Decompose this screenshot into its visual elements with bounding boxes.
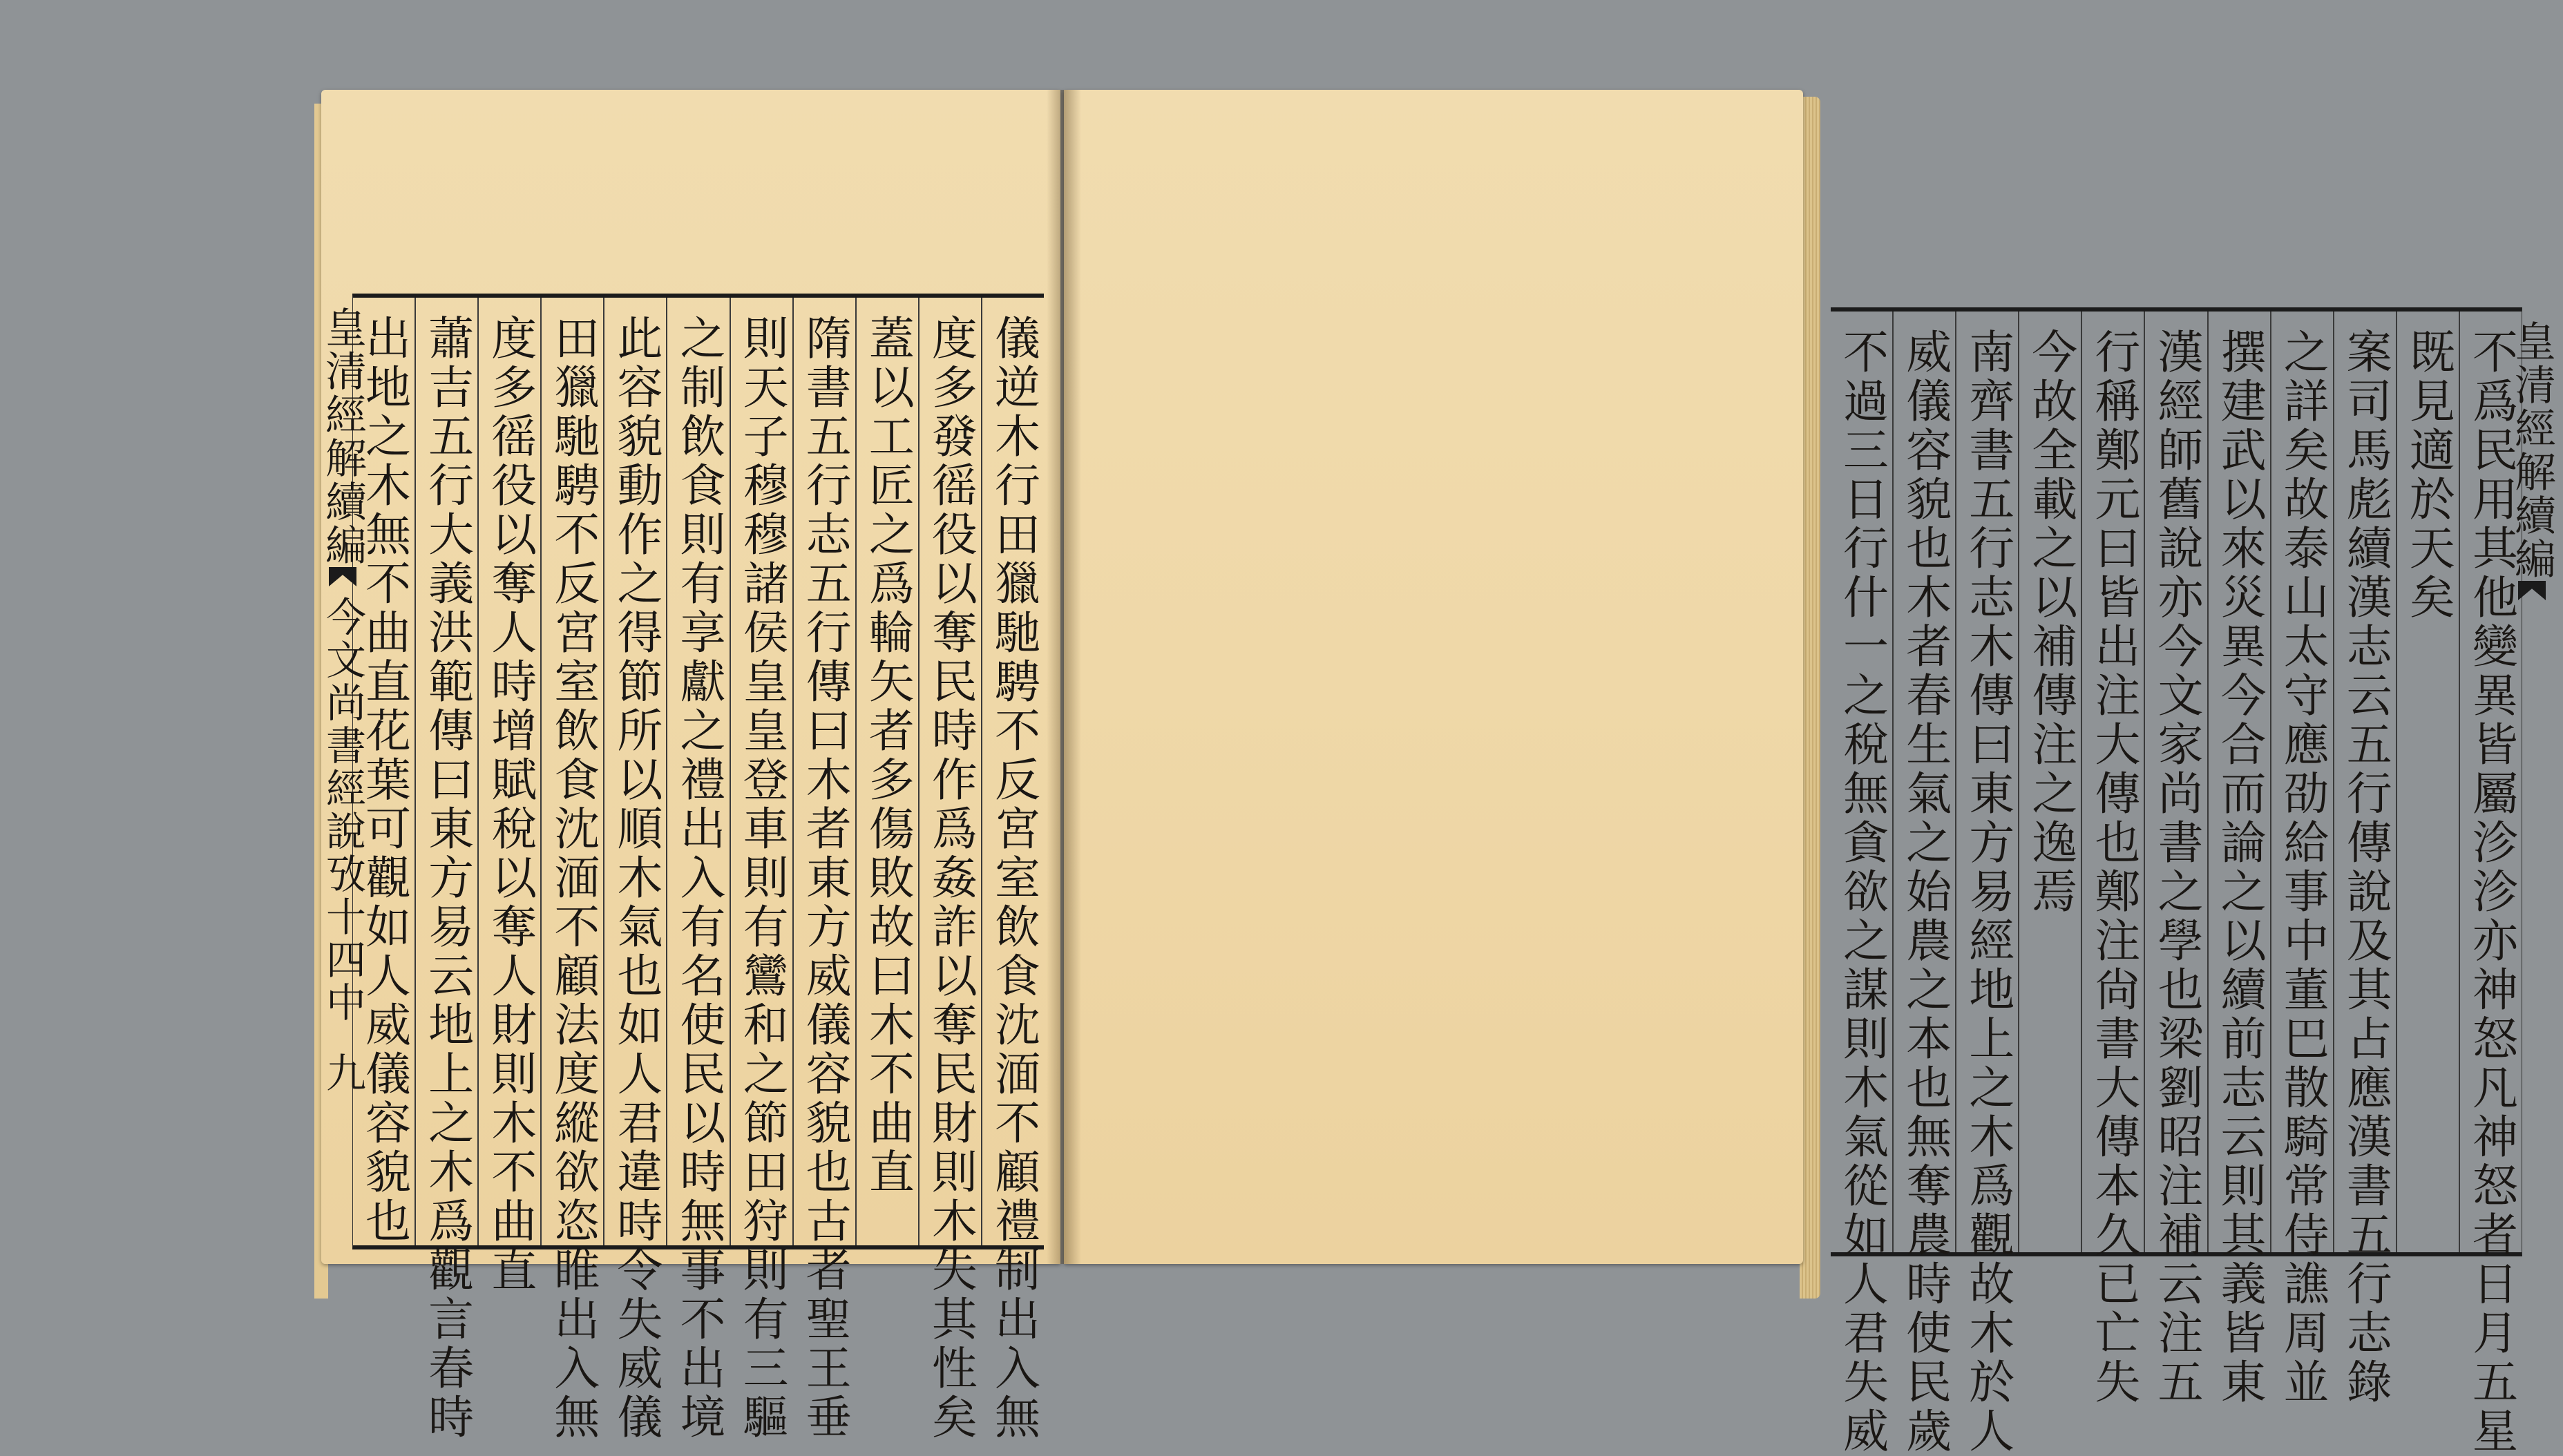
text-column	[2396, 312, 2459, 1252]
text-column	[415, 298, 477, 1442]
text-column	[2144, 312, 2207, 1407]
column-text: 威儀容貌也木者春生氣之始農之本也無奪農時使民歲	[1898, 328, 1952, 1456]
column-text: 蓋以工匠之爲輪矢者多傷敗故曰木不曲直	[861, 314, 915, 1197]
left-text-frame	[318, 294, 1044, 1442]
text-column	[1892, 312, 1955, 1456]
text-column	[792, 298, 855, 1442]
left-folio-number: 九	[319, 1052, 366, 1092]
left-banxin-title: 皇清經解續編	[318, 306, 367, 567]
text-column	[477, 298, 540, 1295]
column-text: 今故全載之以補傳注之逸焉	[2023, 328, 2077, 917]
column-text: 儀逆木行田獵馳騁不反宮室飲食沈湎不顧禮制出入無	[987, 314, 1040, 1442]
column-text: 不爲民用其他變異皆屬沴沴亦神怒凡神怒者日月五星	[2464, 328, 2518, 1456]
text-column	[2207, 312, 2270, 1407]
right-banxin-title: 皇清經解續編	[2508, 320, 2556, 581]
column-text: 此容貌動作之得節所以順木氣也如人君違時令失威儀	[609, 314, 663, 1442]
column-text: 隋書五行志五行傳曰木者東方威儀容貌也古者聖王垂	[798, 314, 852, 1442]
left-page	[318, 90, 1060, 1442]
text-column	[1955, 312, 2018, 1456]
column-text: 度多發徭役以奪民時作爲姦詐以奪民財則木失其性矣	[924, 314, 978, 1442]
text-column	[855, 298, 918, 1245]
column-text: 不過三日行什一之稅無貪欲之謀則木氣從如人君失威	[1835, 328, 1889, 1456]
text-column	[2018, 312, 2081, 1252]
right-page	[1064, 90, 2556, 1456]
text-column	[918, 298, 981, 1442]
column-text: 行稱鄭元曰皆出注大傳也鄭注尙書大傳本久已亡失	[2086, 328, 2140, 1407]
column-text: 之詳矣故泰山太守應劭給事中董巴散騎常侍譙周並	[2276, 328, 2329, 1407]
column-text: 既見適於天矣	[2401, 328, 2455, 622]
column-text: 則天子穆穆諸侯皇皇登車則有鸞和之節田狩則有三驅	[735, 314, 789, 1442]
column-text: 案司馬彪續漢志云五行傳說及其占應漢書五行志錄	[2338, 328, 2392, 1407]
column-text: 撰建武以來災異今合而論之以續前志云則其義皆東	[2213, 328, 2267, 1407]
column-text: 蕭吉五行大義洪範傳曰東方易云地上之木爲觀言春時	[420, 314, 474, 1442]
left-banxin-chapter: 今文尚書經說攷十四中	[319, 596, 366, 1024]
fishtail-mark	[329, 567, 356, 586]
right-text-frame	[1831, 307, 2556, 1456]
text-column	[603, 298, 666, 1442]
column-text: 出地之木無不曲直花葉可觀如人威儀容貌也	[357, 314, 411, 1246]
text-column	[540, 298, 603, 1442]
text-column	[666, 298, 729, 1442]
column-text: 之制飲食則有享獻之禮出入有名使民以時無事不出境	[671, 314, 725, 1442]
open-book	[314, 90, 2556, 1456]
text-column	[2270, 312, 2333, 1407]
column-text: 南齊書五行志木傳曰東方易經地上之木爲觀故木於人	[1961, 328, 2014, 1456]
fishtail-mark	[2518, 581, 2546, 600]
spine-gutter	[1047, 90, 1081, 1264]
column-text: 漢經師舊說亦今文家尚書之學也梁劉昭注補云注五	[2149, 328, 2203, 1407]
right-text-columns	[1831, 312, 2522, 1456]
left-banxin	[312, 298, 374, 1245]
text-column	[981, 298, 1044, 1442]
text-column	[1831, 312, 1892, 1456]
text-column	[2333, 312, 2396, 1407]
right-banxin	[2501, 312, 2563, 1252]
column-text: 度多徭役以奪人時增賦稅以奪人財則木不曲直	[483, 314, 537, 1295]
column-text: 田獵馳騁不反宮室飲食沈湎不顧法度縱欲恣睢出入無	[546, 314, 600, 1442]
text-column	[730, 298, 792, 1442]
left-text-columns	[353, 298, 1044, 1442]
text-column	[2081, 312, 2144, 1407]
